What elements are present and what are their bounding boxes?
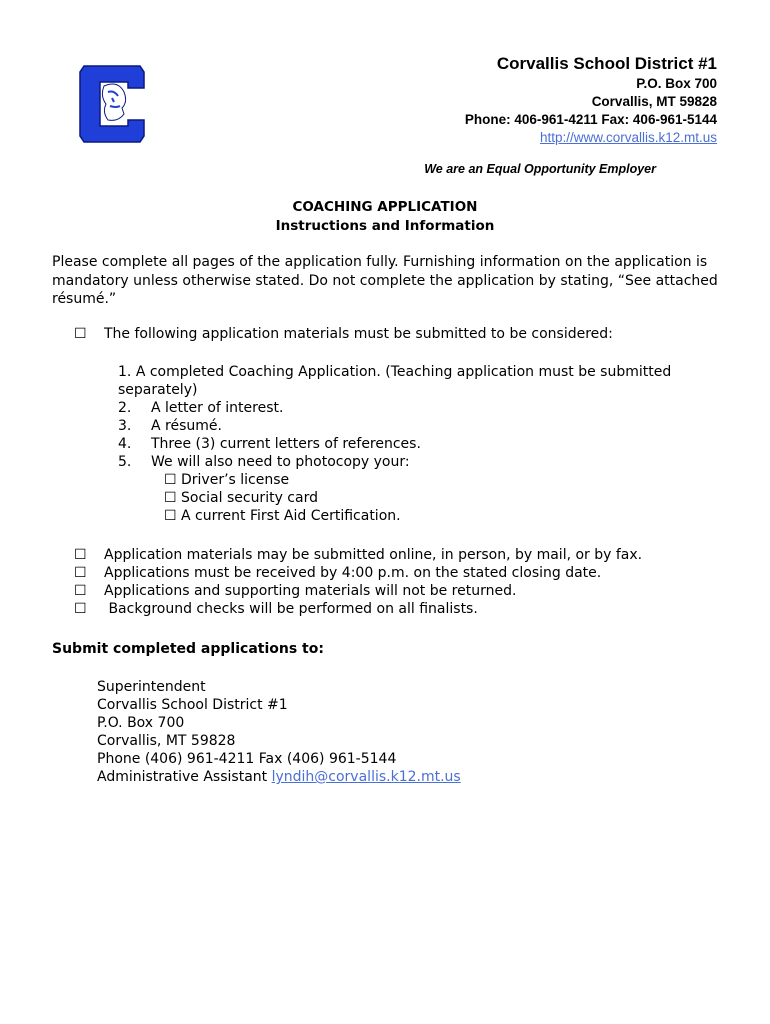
- district-phone-fax: Phone: 406-961-4211 Fax: 406-961-5144: [464, 112, 717, 127]
- list-item-text: A letter of interest.: [151, 400, 284, 416]
- requirements-line: [74, 325, 613, 343]
- list-item: [118, 435, 728, 453]
- list-item: [118, 363, 728, 399]
- list-item-text: Three (3) current letters of references.: [151, 436, 421, 452]
- list-item-text: A résumé.: [151, 418, 222, 434]
- address-po-box: P.O. Box 700: [97, 715, 185, 731]
- address-recipient: Superintendent: [97, 679, 206, 695]
- list-item-number: 1.: [118, 364, 132, 380]
- note-text: Background checks will be performed on all finalists.: [104, 601, 478, 617]
- list-item: [74, 564, 642, 582]
- district-website-link[interactable]: http://www.corvallis.k12.mt.us: [539, 130, 717, 145]
- photocopy-item-first-aid[interactable]: ☐ A current First Aid Certification.: [164, 508, 401, 524]
- address-district: Corvallis School District #1: [97, 697, 288, 713]
- checkbox-icon[interactable]: ☐: [74, 547, 87, 563]
- address-assistant: [97, 768, 461, 786]
- list-item: [118, 417, 728, 435]
- submit-heading: Submit completed applications to:: [52, 641, 324, 657]
- list-item-text: We will also need to photocopy your:: [151, 454, 410, 470]
- title-line-2: Instructions and Information: [275, 218, 495, 234]
- intro-paragraph: Please complete all pages of the application fully. Furnishing information on the application is mandatory unless otherwise stated. Do not complete the application by stating, “See attached résumé.”: [52, 254, 718, 307]
- photocopy-item-ssn[interactable]: ☐ Social security card: [164, 490, 318, 506]
- list-item: [118, 453, 728, 471]
- checkbox-icon[interactable]: ☐: [74, 565, 87, 581]
- list-item: [74, 600, 642, 618]
- assistant-email-link[interactable]: lyndih@corvallis.k12.mt.us: [271, 769, 461, 785]
- list-item-number: 2.: [118, 400, 132, 416]
- title-line-1: COACHING APPLICATION: [292, 199, 478, 215]
- page-title: [0, 198, 770, 236]
- list-item-number: 4.: [118, 436, 132, 452]
- district-po-box: P.O. Box 700: [636, 76, 717, 91]
- photocopy-item-license[interactable]: ☐ Driver’s license: [164, 472, 290, 488]
- district-name: Corvallis School District #1: [496, 54, 717, 73]
- notes-list: [74, 546, 642, 618]
- materials-list: [118, 363, 728, 525]
- note-text: Applications and supporting materials will not be returned.: [104, 583, 517, 599]
- address-phone: Phone (406) 961-4211 Fax (406) 961-5144: [97, 751, 397, 767]
- checkbox-icon[interactable]: ☐: [74, 601, 87, 617]
- equal-opportunity-statement: We are an Equal Opportunity Employer: [424, 162, 656, 176]
- address-city: Corvallis, MT 59828: [97, 733, 236, 749]
- requirements-text: The following application materials must be submitted to be considered:: [104, 326, 613, 342]
- list-item-text: A completed Coaching Application. (Teaching application must be submitted separately): [118, 364, 672, 398]
- list-item-number: 5.: [118, 454, 132, 470]
- district-header: [465, 53, 717, 147]
- checkbox-icon[interactable]: ☐: [74, 326, 87, 342]
- district-city: Corvallis, MT 59828: [591, 94, 717, 109]
- assistant-label: Administrative Assistant: [97, 769, 272, 785]
- checkbox-icon[interactable]: ☐: [74, 583, 87, 599]
- list-item: [74, 582, 642, 600]
- list-item-number: 3.: [118, 418, 132, 434]
- note-text: Application materials may be submitted online, in person, by mail, or by fax.: [104, 547, 643, 563]
- mailing-address: [97, 678, 461, 786]
- list-item: [118, 399, 728, 417]
- note-text: Applications must be received by 4:00 p.m. on the stated closing date.: [104, 565, 602, 581]
- district-logo: [78, 62, 148, 146]
- list-item: [74, 546, 642, 564]
